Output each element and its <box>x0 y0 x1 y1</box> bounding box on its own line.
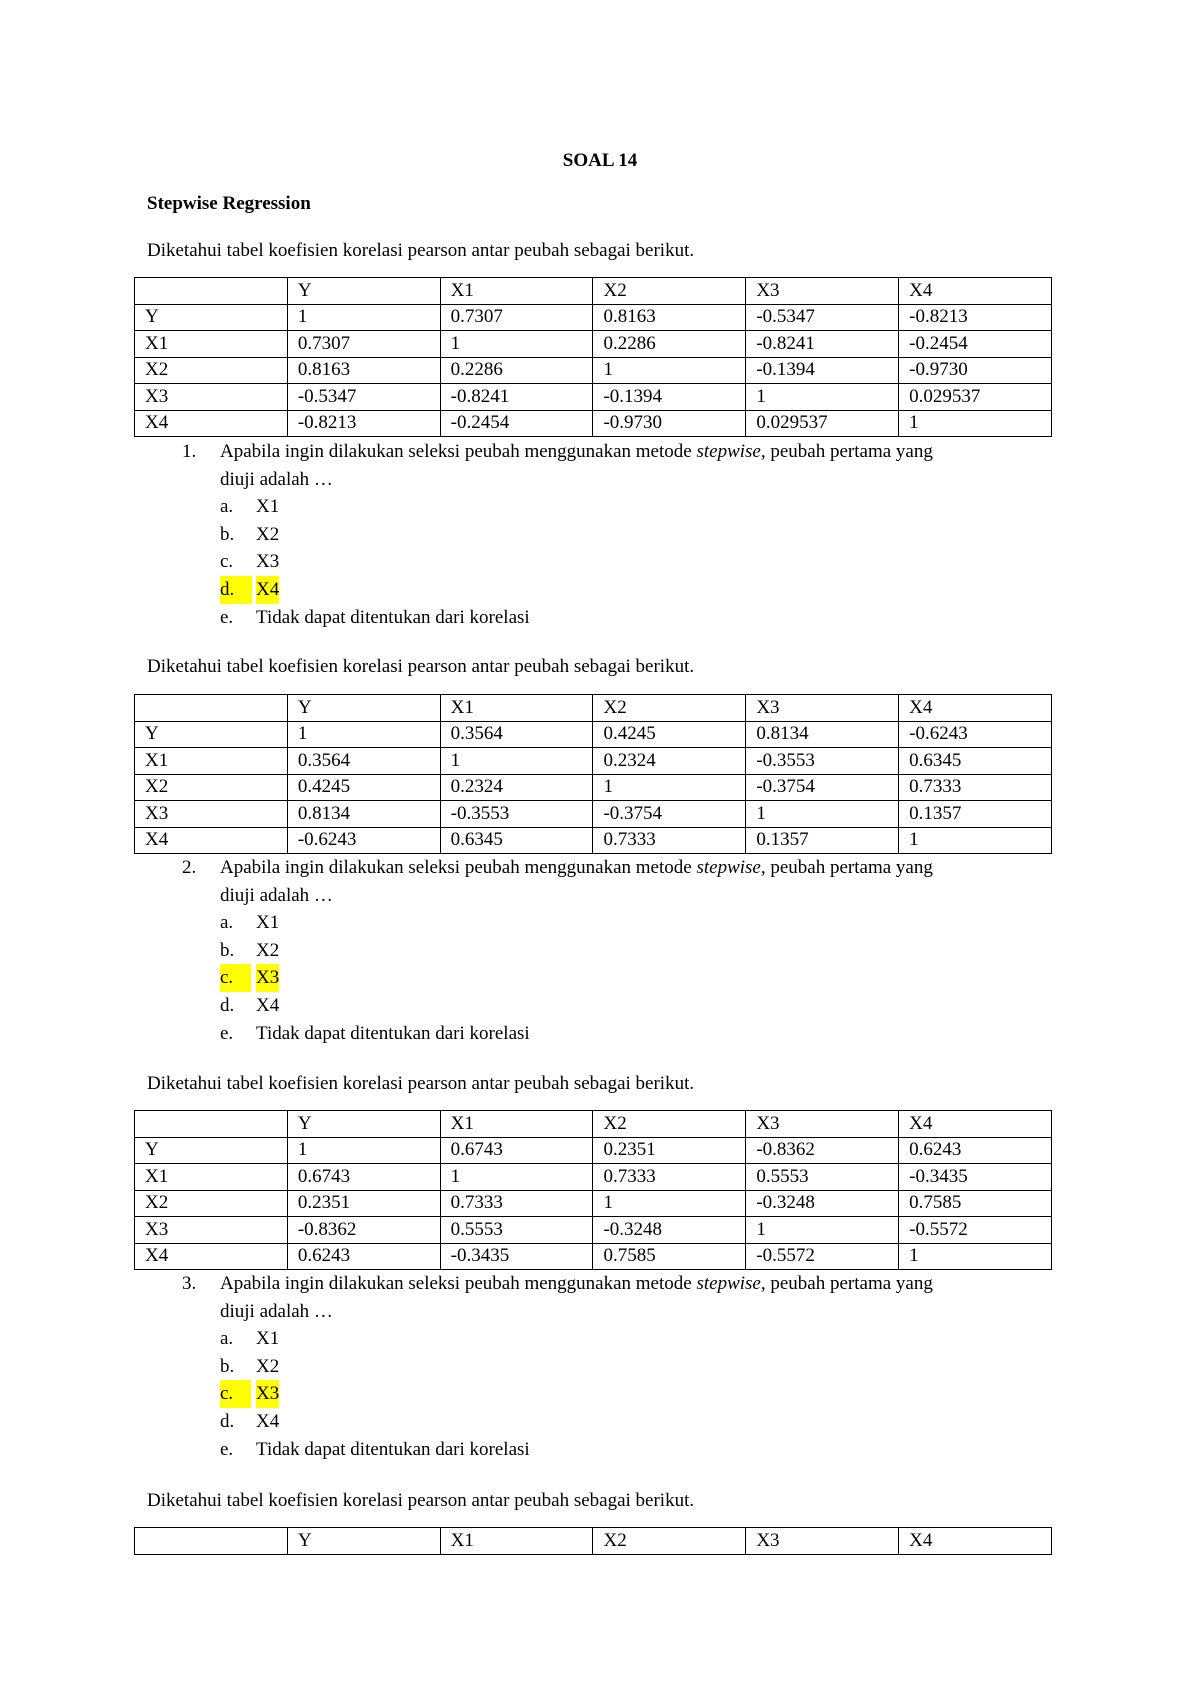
table-cell: 0.2351 <box>287 1190 440 1217</box>
row-label-cell: Y <box>135 304 288 331</box>
table-cell: -0.8362 <box>746 1137 899 1164</box>
row-label-cell: X2 <box>135 1190 288 1217</box>
table-cell: 1 <box>746 801 899 828</box>
row-label-cell: X4 <box>135 410 288 437</box>
option-label: a. <box>220 496 234 518</box>
question-line <box>147 854 1067 882</box>
page-title: SOAL 14 <box>562 150 638 171</box>
table-row <box>135 801 1052 828</box>
question-text-continued: diuji adalah … <box>220 884 333 906</box>
table-header-cell: Y <box>287 1528 440 1555</box>
table-cell: -0.8213 <box>287 410 440 437</box>
row-label-cell: X3 <box>135 801 288 828</box>
table-cell: 0.8163 <box>287 357 440 384</box>
table-cell: 0.7307 <box>287 331 440 358</box>
table-header-cell: X4 <box>899 695 1052 722</box>
answer-option <box>147 992 1067 1020</box>
option-text: X4 <box>256 576 279 604</box>
correlation-table <box>134 277 1052 437</box>
table-cell: -0.2454 <box>440 410 593 437</box>
option-label: b. <box>220 523 235 545</box>
option-label: d. <box>220 576 252 604</box>
table-cell: -0.8213 <box>899 304 1052 331</box>
table-row <box>135 774 1052 801</box>
table-cell: -0.1394 <box>593 384 746 411</box>
table-cell: 0.1357 <box>899 801 1052 828</box>
option-label: b. <box>220 1355 235 1377</box>
question-text: Apabila ingin dilakukan seleksi peubah menggunakan metode stepwise, peubah pertama yang <box>220 857 933 878</box>
table-cell: -0.3435 <box>440 1243 593 1270</box>
table-cell: 0.7585 <box>899 1190 1052 1217</box>
table-row <box>135 410 1052 437</box>
table-cell: 1 <box>440 748 593 775</box>
table-cell: 0.2286 <box>440 357 593 384</box>
answer-option <box>147 604 1067 632</box>
table-row <box>135 331 1052 358</box>
row-label-cell: X2 <box>135 357 288 384</box>
table-cell: 1 <box>593 1190 746 1217</box>
table-cell: 0.4245 <box>593 721 746 748</box>
table-row <box>135 721 1052 748</box>
table-cell: 0.5553 <box>746 1164 899 1191</box>
table-header-cell <box>135 278 288 305</box>
table-cell: 1 <box>746 1217 899 1244</box>
question-number: 2. <box>182 857 197 878</box>
table-cell: 1 <box>287 304 440 331</box>
table-cell: 0.029537 <box>746 410 899 437</box>
question-line <box>147 1270 1067 1298</box>
table-cell: 0.6243 <box>899 1137 1052 1164</box>
table-cell: -0.5347 <box>287 384 440 411</box>
question-text-continued: diuji adalah … <box>220 1300 333 1322</box>
row-label-cell: X1 <box>135 331 288 358</box>
table-cell: 0.8163 <box>593 304 746 331</box>
table-cell: 0.7333 <box>899 774 1052 801</box>
intro-text: Diketahui tabel koefisien korelasi pearson antar peubah sebagai berikut. <box>147 656 695 677</box>
question-text: Apabila ingin dilakukan seleksi peubah menggunakan metode stepwise, peubah pertama yang <box>220 1273 933 1294</box>
table-cell: -0.1394 <box>746 357 899 384</box>
question-text-continued: diuji adalah … <box>220 468 333 490</box>
table-cell: 0.3564 <box>440 721 593 748</box>
option-label: d. <box>220 1410 235 1432</box>
question-number: 1. <box>182 441 197 462</box>
table-cell: -0.3248 <box>593 1217 746 1244</box>
table-cell: 1 <box>287 1137 440 1164</box>
table-cell: 0.7333 <box>440 1190 593 1217</box>
question-line <box>147 1298 1067 1326</box>
answer-option <box>147 521 1067 549</box>
table-cell: -0.3754 <box>593 801 746 828</box>
table-cell: -0.5347 <box>746 304 899 331</box>
table-cell: 0.2351 <box>593 1137 746 1164</box>
answer-option <box>147 548 1067 576</box>
section-heading: Stepwise Regression <box>147 193 311 214</box>
question-text: Apabila ingin dilakukan seleksi peubah menggunakan metode stepwise, peubah pertama yang <box>220 441 933 462</box>
table-row <box>135 1164 1052 1191</box>
answer-option-highlighted <box>147 576 1067 604</box>
table-cell: 0.7307 <box>440 304 593 331</box>
row-label-cell: X3 <box>135 384 288 411</box>
option-text: X1 <box>256 912 280 934</box>
table-row <box>135 1137 1052 1164</box>
table-cell: 1 <box>746 384 899 411</box>
table-cell: -0.5572 <box>899 1217 1052 1244</box>
table-header-row <box>135 1111 1052 1138</box>
option-text: Tidak dapat ditentukan dari korelasi <box>256 1438 530 1460</box>
table-row <box>135 748 1052 775</box>
table-cell: -0.5572 <box>746 1243 899 1270</box>
table-header-cell: Y <box>287 695 440 722</box>
row-label-cell: Y <box>135 721 288 748</box>
table-header-cell: Y <box>287 1111 440 1138</box>
table-cell: 0.1357 <box>746 827 899 854</box>
table-cell: -0.3435 <box>899 1164 1052 1191</box>
option-text: X3 <box>256 551 280 573</box>
option-text: X3 <box>256 1380 279 1408</box>
option-text: X1 <box>256 496 280 518</box>
question <box>147 438 1067 631</box>
table-header-cell: X3 <box>746 278 899 305</box>
answer-option <box>147 1436 1067 1464</box>
question-line <box>147 438 1067 466</box>
table-header-row <box>135 1528 1052 1555</box>
table-header-cell: Y <box>287 278 440 305</box>
intro-text: Diketahui tabel koefisien korelasi pearson antar peubah sebagai berikut. <box>147 240 695 261</box>
table-row <box>135 357 1052 384</box>
table-cell: 0.8134 <box>287 801 440 828</box>
table-cell: 1 <box>899 827 1052 854</box>
option-label: e. <box>220 1438 234 1460</box>
question-line <box>147 882 1067 910</box>
table-header-cell: X1 <box>440 1111 593 1138</box>
table-cell: 1 <box>593 774 746 801</box>
table-cell: 1 <box>593 357 746 384</box>
table-cell: 1 <box>440 1164 593 1191</box>
question-emphasis: stepwise, <box>696 441 766 462</box>
option-label: c. <box>220 964 251 992</box>
table-cell: 0.7333 <box>593 827 746 854</box>
table-header-cell: X2 <box>593 1528 746 1555</box>
row-label-cell: X4 <box>135 827 288 854</box>
table-cell: -0.2454 <box>899 331 1052 358</box>
table-cell: -0.3553 <box>746 748 899 775</box>
option-text: X2 <box>256 523 280 545</box>
table-cell: 0.6743 <box>287 1164 440 1191</box>
correlation-table <box>134 1527 1052 1555</box>
question-number: 3. <box>182 1273 197 1294</box>
option-text: X3 <box>256 964 279 992</box>
table-cell: -0.9730 <box>899 357 1052 384</box>
table-header-cell: X4 <box>899 1528 1052 1555</box>
table-header-cell: X1 <box>440 1528 593 1555</box>
option-label: b. <box>220 939 235 961</box>
table-cell: 0.2324 <box>593 748 746 775</box>
intro-text: Diketahui tabel koefisien korelasi pearson antar peubah sebagai berikut. <box>147 1073 695 1094</box>
table-cell: 0.4245 <box>287 774 440 801</box>
table-row <box>135 1217 1052 1244</box>
table-cell: 0.2324 <box>440 774 593 801</box>
table-header-cell: X2 <box>593 278 746 305</box>
option-text: X4 <box>256 994 280 1016</box>
table-header-row <box>135 278 1052 305</box>
option-text: X2 <box>256 939 280 961</box>
row-label-cell: X4 <box>135 1243 288 1270</box>
table-cell: 0.6345 <box>899 748 1052 775</box>
option-label: e. <box>220 1022 234 1044</box>
answer-option <box>147 909 1067 937</box>
table-header-cell <box>135 695 288 722</box>
table-cell: -0.9730 <box>593 410 746 437</box>
table-header-cell: X3 <box>746 1528 899 1555</box>
table-header-cell: X3 <box>746 695 899 722</box>
table-cell: 0.5553 <box>440 1217 593 1244</box>
table-cell: 0.8134 <box>746 721 899 748</box>
option-label: e. <box>220 606 234 628</box>
option-text: Tidak dapat ditentukan dari korelasi <box>256 1022 530 1044</box>
table-cell: -0.3248 <box>746 1190 899 1217</box>
table-cell: 0.2286 <box>593 331 746 358</box>
question-emphasis: stepwise, <box>696 857 766 878</box>
table-header-cell: X1 <box>440 695 593 722</box>
table-cell: -0.3553 <box>440 801 593 828</box>
row-label-cell: X3 <box>135 1217 288 1244</box>
table-cell: -0.6243 <box>899 721 1052 748</box>
table-cell: 1 <box>899 410 1052 437</box>
table-cell: 0.3564 <box>287 748 440 775</box>
table-cell: 1 <box>287 721 440 748</box>
table-header-cell: X4 <box>899 278 1052 305</box>
table-row <box>135 1243 1052 1270</box>
option-label: c. <box>220 551 234 573</box>
table-header-cell <box>135 1111 288 1138</box>
question-emphasis: stepwise, <box>696 1273 766 1294</box>
answer-option <box>147 937 1067 965</box>
table-cell: 0.7333 <box>593 1164 746 1191</box>
table-header-cell: X4 <box>899 1111 1052 1138</box>
row-label-cell: Y <box>135 1137 288 1164</box>
answer-option-highlighted <box>147 1380 1067 1408</box>
row-label-cell: X2 <box>135 774 288 801</box>
option-label: a. <box>220 1328 234 1350</box>
option-text: Tidak dapat ditentukan dari korelasi <box>256 606 530 628</box>
row-label-cell: X1 <box>135 1164 288 1191</box>
table-cell: 1 <box>899 1243 1052 1270</box>
table-cell: 0.029537 <box>899 384 1052 411</box>
answer-option <box>147 1020 1067 1048</box>
table-cell: -0.8362 <box>287 1217 440 1244</box>
table-cell: -0.6243 <box>287 827 440 854</box>
question <box>147 854 1067 1047</box>
table-header-cell: X3 <box>746 1111 899 1138</box>
option-text: X1 <box>256 1328 280 1350</box>
answer-option <box>147 1408 1067 1436</box>
intro-text: Diketahui tabel koefisien korelasi pearson antar peubah sebagai berikut. <box>147 1490 695 1511</box>
answer-option <box>147 1325 1067 1353</box>
row-label-cell: X1 <box>135 748 288 775</box>
table-cell: -0.8241 <box>440 384 593 411</box>
table-cell: -0.8241 <box>746 331 899 358</box>
table-row <box>135 304 1052 331</box>
option-text: X4 <box>256 1410 280 1432</box>
correlation-table <box>134 1110 1052 1270</box>
option-label: c. <box>220 1380 251 1408</box>
table-header-cell: X2 <box>593 1111 746 1138</box>
answer-option <box>147 493 1067 521</box>
question-line <box>147 466 1067 494</box>
table-cell: 0.6243 <box>287 1243 440 1270</box>
table-row <box>135 384 1052 411</box>
option-text: X2 <box>256 1355 280 1377</box>
table-cell: 0.6345 <box>440 827 593 854</box>
table-cell: -0.3754 <box>746 774 899 801</box>
question <box>147 1270 1067 1463</box>
correlation-table <box>134 694 1052 854</box>
option-label: d. <box>220 994 235 1016</box>
answer-option-highlighted <box>147 964 1067 992</box>
table-row <box>135 1190 1052 1217</box>
table-cell: 1 <box>440 331 593 358</box>
table-header-row <box>135 695 1052 722</box>
table-header-cell <box>135 1528 288 1555</box>
table-header-cell: X1 <box>440 278 593 305</box>
table-cell: 0.6743 <box>440 1137 593 1164</box>
table-row <box>135 827 1052 854</box>
option-label: a. <box>220 912 234 934</box>
table-header-cell: X2 <box>593 695 746 722</box>
answer-option <box>147 1353 1067 1381</box>
table-cell: 0.7585 <box>593 1243 746 1270</box>
